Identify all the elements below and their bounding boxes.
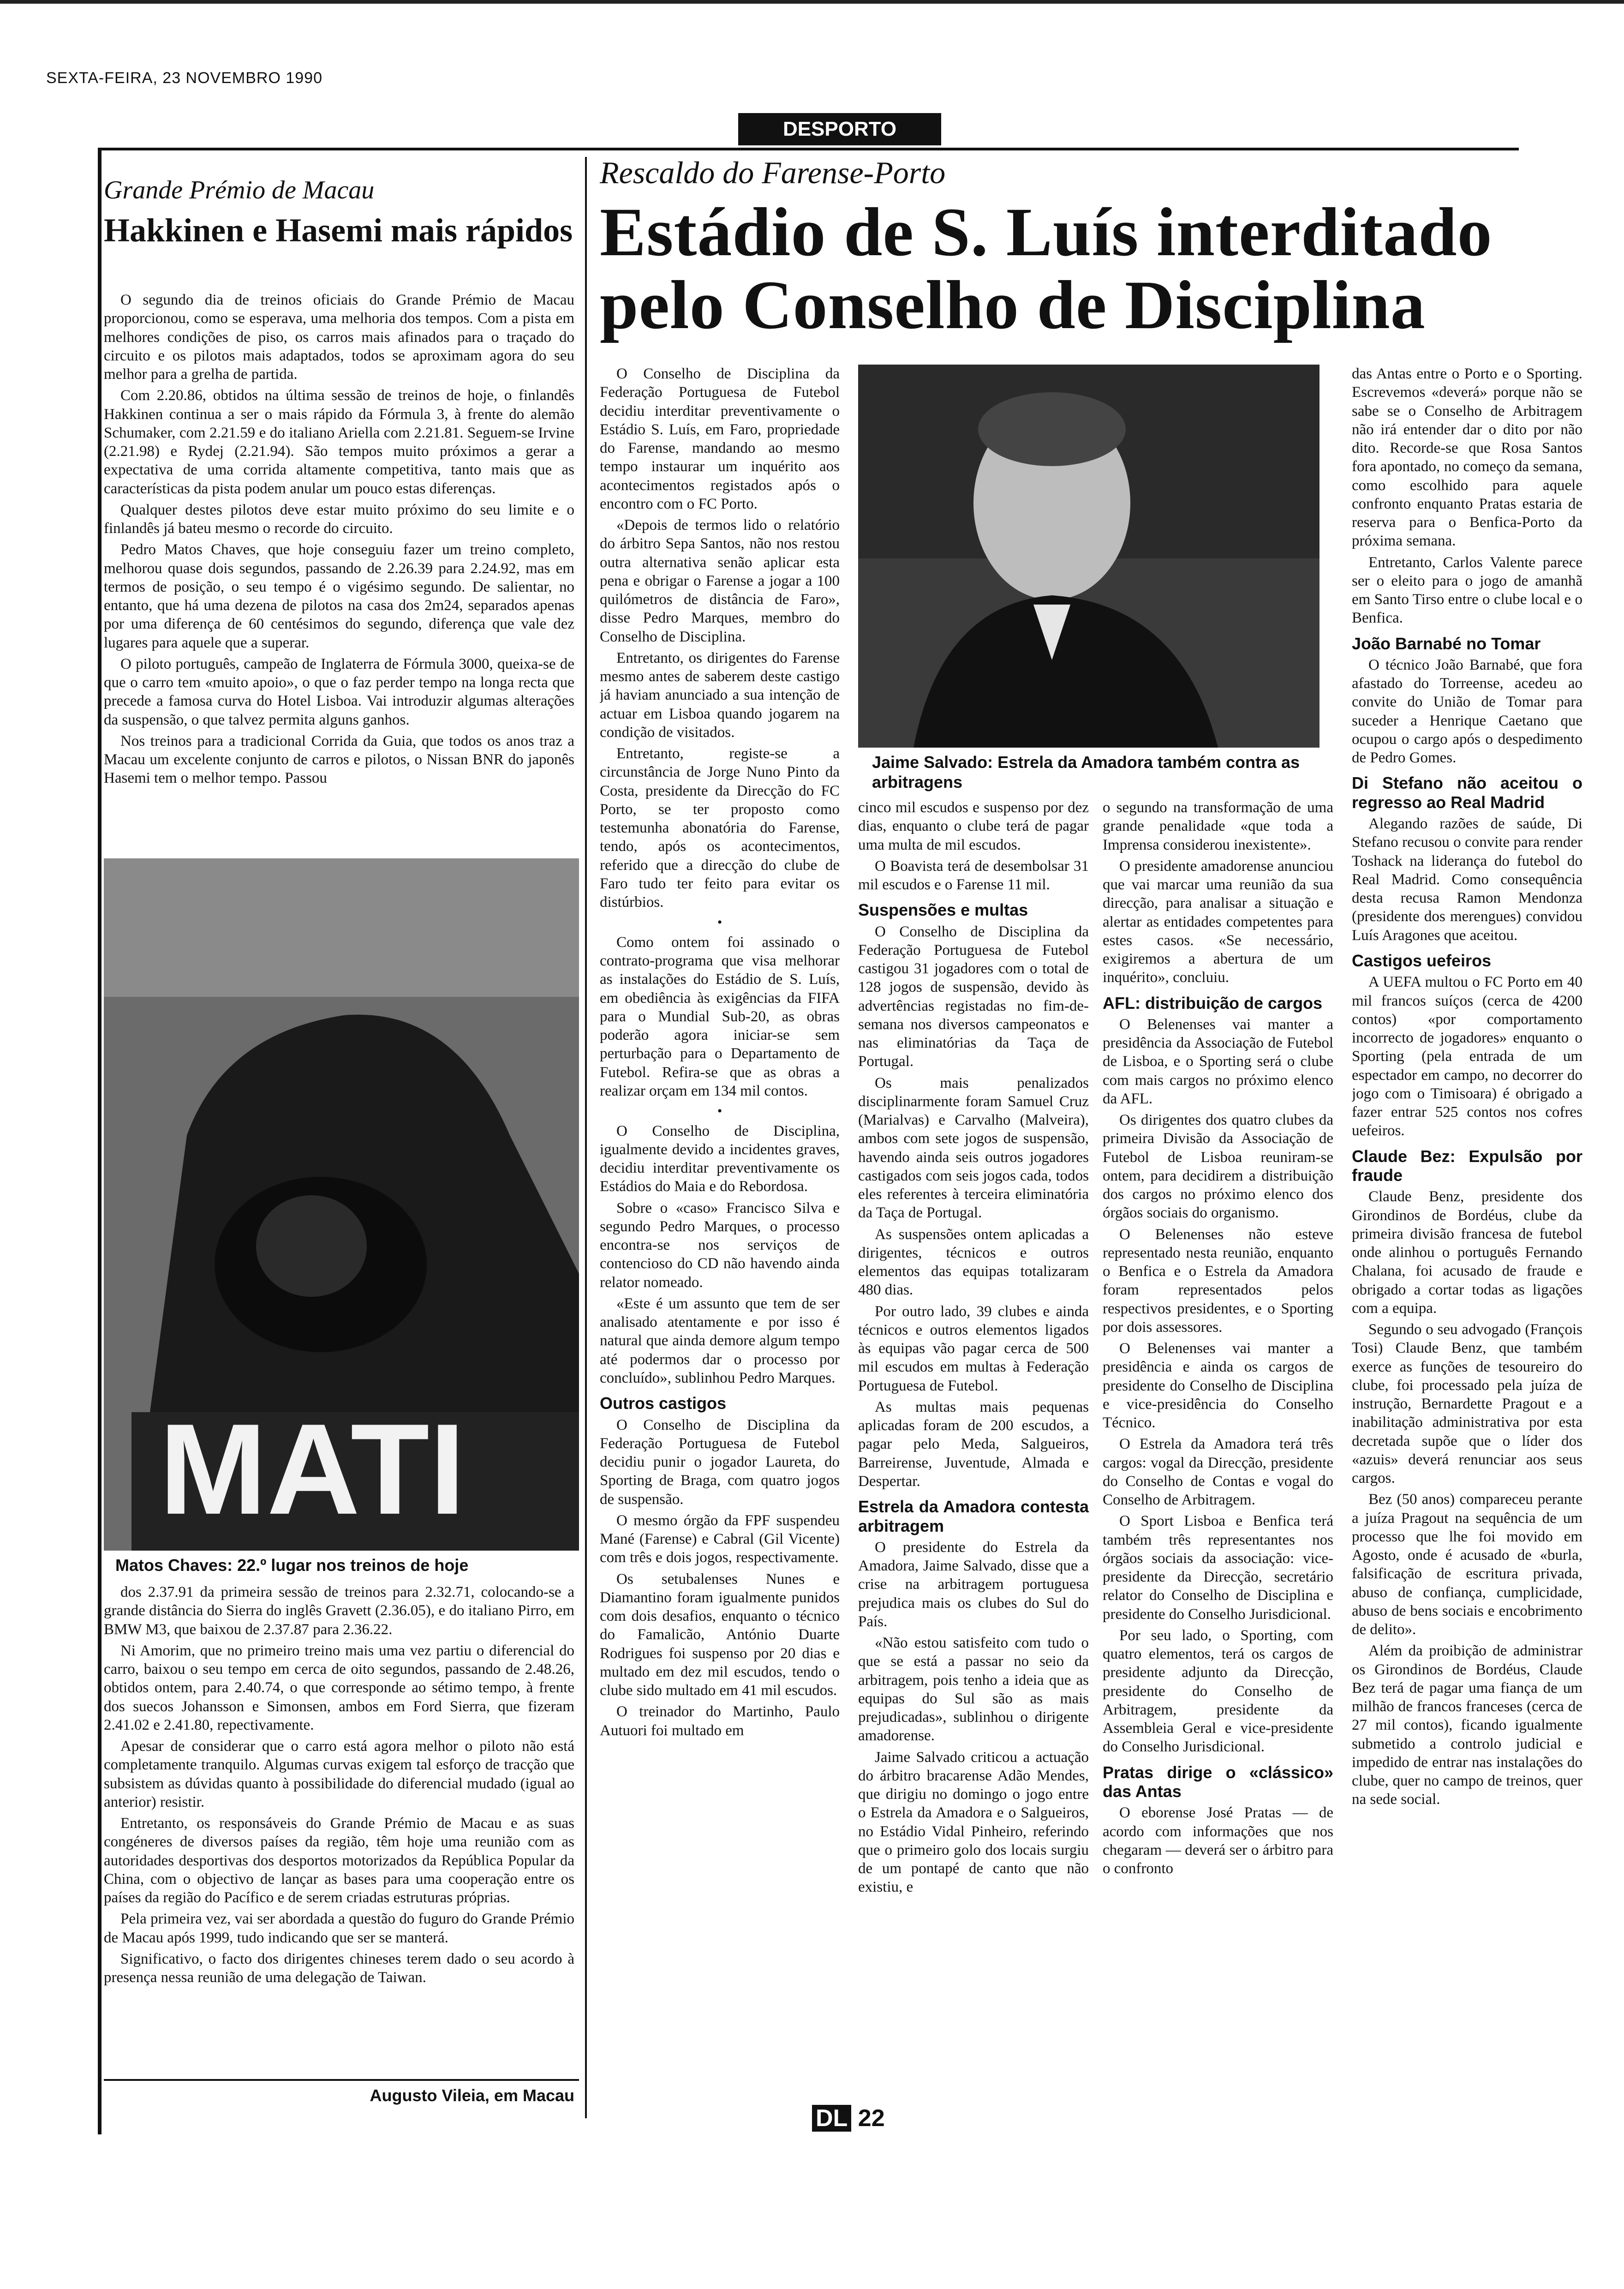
paragraph: Como ontem foi assinado o contrato-programa que visa melhorar as instalações do Estádio de S. Luís, em obediência às exigências da FIFA para o Mundial Sub-20, as obras poderão agora iniciar-se sem perturbação para o Departamento de Futebol. Refira-se que as obras a realizar orçam em 134 mil contos.	[600, 934, 840, 1099]
paragraph: O técnico João Barnabé, que fora afastado do Torreense, acedeu ao convite do União de Tomar para suceder a Henrique Caetano que ocupou o cargo após o despedimento de Pedro Gomes.	[1352, 656, 1582, 767]
paragraph: Os dirigentes dos quatro clubes da primeira Divisão da Associação de Futebol de Lisboa reuniram-se ontem, para decidirem a distribuição dos cargos no próximo elenco dos órgãos sociais do organismo.	[1103, 1112, 1333, 1222]
paragraph: Entretanto, registe-se a circunstância de Jorge Nuno Pinto da Costa, presidente da Direcção do FC Porto, se ter proposto como testemunha abonatória do Farense, tendo, após os acontecimentos, referido que a direcção do clube de Faro tudo ter feito para evitar os distúrbios.	[600, 745, 840, 911]
paragraph: O Belenenses vai manter a presidência da Associação de Futebol de Lisboa, e o Sporting será o clube com mais cargos no próximo elenco da AFL.	[1103, 1016, 1333, 1107]
paragraph: Entretanto, Carlos Valente parece ser o eleito para o jogo de amanhã em Santo Tirso entre o clube local e o Benfica.	[1352, 554, 1582, 627]
left-article-byline: Augusto Vileia, em Macau	[370, 2086, 574, 2105]
paragraph: O piloto português, campeão de Inglaterra de Fórmula 3000, queixa-se de que o carro tem «muito apoio», o que o faz perder tempo na longa recta que precede a famosa curva do Hotel Lisboa. Vai introduzir algumas alterações da suspensão, o que talvez permita alguns ganhos.	[104, 655, 574, 728]
main-article-column-2	[858, 798, 1089, 2091]
paragraph: Segundo o seu advogado (François Tosi) Claude Benz, que também exerce as funções de tesoureiro do clube, foi processado pela juíza de instrução, Bernardette Pragout e a inabilitação administrativa por esta decretada supõe que o líder dos «azuis» deverá renunciar aos seus cargos.	[1352, 1321, 1582, 1487]
paragraph: Alegando razões de saúde, Di Stefano recusou o convite para render Toshack na liderança do futebol do Real Madrid. Como consequência desta recusa Ramon Mendonza (presidente dos merengues) convidou Luís Aragones que aceitou.	[1352, 815, 1582, 944]
paragraph: «Depois de termos lido o relatório do árbitro Sepa Santos, não nos restou outra alternativa senão aplicar esta pena e obrigar o Farense a jogar a 100 quilómetros de distância de Faro», disse Pedro Marques, membro do Conselho de Disciplina.	[600, 517, 840, 645]
paragraph: O presidente amadorense anunciou que vai marcar uma reunião da sua direcção, para analisar a situação e alertar as entidades competentes para estes casos. «Se necessário, exigiremos a abertura de um inquérito», concluiu.	[1103, 857, 1333, 986]
paragraph: Apesar de considerar que o carro está agora melhor o piloto não está completamente tranquilo. Algumas curvas exigem tal esforço de tracção que subsistem as dúvidas quanto à possibilidade do diferencial mudado (igual ao anterior) resistir.	[104, 1738, 574, 1810]
paragraph: das Antas entre o Porto e o Sporting. Escrevemos «deverá» porque não se sabe se o Conselho de Arbitragem não irá entender dar o dito por não dito. Recorde-se que Rosa Santos fora apontado, no começo da semana, como escolhido para aquele confronto enquanto Pratas estaria de reserva para o Benfica-Porto da próxima semana.	[1352, 366, 1582, 550]
paragraph: O segundo dia de treinos oficiais do Grande Prémio de Macau proporcionou, como se esperava, uma melhoria dos tempos. Com a pista em melhores condições de piso, os carros mais afinados para o traçado do circuito e os pilotos mais adaptados, todos se aproximam agora do seu melhor para a grelha de partida.	[104, 292, 574, 383]
paragraph: Pela primeira vez, vai ser abordada a questão do fuguro do Grande Prémio de Macau após 1999, tudo indicando que ser se manterá.	[104, 1911, 574, 1946]
main-article-kicker: Rescaldo do Farense-Porto	[600, 155, 946, 190]
paragraph: cinco mil escudos e suspenso por dez dias, enquanto o clube terá de pagar uma multa de mil escudos.	[858, 799, 1089, 853]
paragraph: O Conselho de Disciplina da Federação Portuguesa de Futebol castigou 31 jogadores com o total de 128 jogos de suspensão, devido às advertências registadas no fim-de-semana nos diversos campeonatos e nas eliminatórias da Taça de Portugal.	[858, 923, 1089, 1070]
left-article-title: Hakkinen e Hasemi mais rápidos	[104, 212, 573, 249]
main-article-column-1	[600, 365, 840, 2091]
paragraph: O eborense José Pratas — de acordo com informações que nos chegaram — deverá ser o árbitro para o confronto	[1103, 1804, 1333, 1877]
paragraph: As multas mais pequenas aplicadas foram de 200 escudos, a pagar pelo Meda, Salgueiros, Barreirense, Juventude, Almada e Despertar.	[858, 1398, 1089, 1490]
paragraph: O Boavista terá de desembolsar 31 mil escudos e o Farense 11 mil.	[858, 857, 1089, 893]
paragraph: Os setubalenses Nunes e Diamantino foram igualmente punidos com dois desafios, enquanto o técnico do Famalicão, António Duarte Rodrigues foi suspenso por 20 dias e multado em dez mil escudos, tendo o clube sido multado em 41 mil escudos.	[600, 1570, 840, 1699]
paragraph: Significativo, o facto dos dirigentes chineses terem dado o seu acordo à presença nessa reunião de uma delegação de Taiwan.	[104, 1950, 574, 1986]
paragraph: Sobre o «caso» Francisco Silva e segundo Pedro Marques, o processo encontra-se nos serviços de contencioso do CD não havendo ainda relator nomeado.	[600, 1199, 840, 1291]
paragraph: O Conselho de Disciplina, igualmente devido a incidentes graves, decidiu interditar preventivamente os Estádios do Maia e do Rebordosa.	[600, 1122, 840, 1195]
paragraph: Os mais penalizados disciplinarmente foram Samuel Cruz (Marialvas) e Carvalho (Malveira), ambos com sete jogos de suspensão, havendo ainda seis outros jogadores castigados com seis jogos cada, todos eles referentes à terceira eliminatória da Taça de Portugal.	[858, 1074, 1089, 1222]
paragraph: O presidente do Estrela da Amadora, Jaime Salvado, disse que a crise na arbitragem portuguesa prejudica mais os clubes do Sul do País.	[858, 1539, 1089, 1630]
paragraph: Bez (50 anos) compareceu perante a juíza Pragout na sequência de um processo que lhe foi movido em Agosto, onde é acusado de «burla, falsificação de escritura privada, abuso de confiança, cumplicidade, abuso de bens sociais e encobrimento de delito».	[1352, 1491, 1582, 1638]
paragraph: Claude Benz, presidente dos Girondinos de Bordéus, clube da primeira divisão francesa de futebol onde alinhou o português Fernando Chalana, foi acusado de fraude e obrigado a cortar todas as ligações com a equipa.	[1352, 1188, 1582, 1317]
paragraph: «Não estou satisfeito com tudo o que se está a passar no seio da arbitragem, pois tenho a ideia que as equipas do Sul são as mais prejudicadas», sublinhou o dirigente amadorense.	[858, 1635, 1089, 1744]
subheading: Suspensões e multas	[858, 900, 1028, 920]
paragraph: Ni Amorim, que no primeiro treino mais uma vez partiu o diferencial do carro, baixou o seu tempo em cerca de oito segundos, passando de 2.48.26, obtidos ontem, para 2.40.74, o que corresponde ao sétimo tempo, à frente dos suecos Johansson e Simonsen, ambos em Ford Sierra, que fizeram 2.41.02 e 2.41.80, repectivamente.	[104, 1642, 574, 1733]
left-photo-caption: Matos Chaves: 22.º lugar nos treinos de hoje	[115, 1556, 469, 1575]
paragraph: O treinador do Martinho, Paulo Autuori foi multado em	[600, 1703, 840, 1739]
paragraph: Nos treinos para a tradicional Corrida da Guia, que todos os anos traz a Macau um excelente conjunto de carros e pilotos, o Nissan BNR do japonês Hasemi tem o melhor tempo. Passou	[104, 732, 574, 787]
paragraph: O Conselho de Disciplina da Federação Portuguesa de Futebol decidiu punir o jogador Laureta, do Sporting de Braga, com quatro jogos de suspensão.	[600, 1416, 840, 1508]
page-footer	[812, 2104, 885, 2132]
publication-logo: DL	[812, 2105, 851, 2132]
race-car-photo	[104, 858, 579, 1551]
subheading: Castigos uefeiros	[1352, 951, 1492, 970]
column-divider	[585, 157, 587, 2118]
section-tag: DESPORTO	[738, 113, 941, 145]
left-article-kicker: Grande Prémio de Macau	[104, 176, 375, 204]
paragraph: O mesmo órgão da FPF suspendeu Mané (Farense) e Cabral (Gil Vicente) com três e dois jogos, respectivamente.	[600, 1512, 840, 1566]
paragraph: Pedro Matos Chaves, que hoje conseguiu fazer um treino completo, melhorou quase dois segundos, passando de 2.26.39 para 2.24.92, mas em termos de posição, o seu tempo é o vigésimo segundo. De salientar, no entanto, que há uma dezena de pilotos na casa dos 2m24, separados apenas por uma diferença de 60 centésimos do segundo, diferença que vale dez lugares para aquele que a superar.	[104, 541, 574, 651]
paragraph: As suspensões ontem aplicadas a dirigentes, técnicos e outros elementos das equipas totalizaram 480 dias.	[858, 1226, 1089, 1299]
car-sponsor-lettering: MATI	[159, 1397, 466, 1541]
subheading: AFL: distribuição de cargos	[1103, 993, 1323, 1013]
paragraph: Entretanto, os responsáveis do Grande Prémio de Macau e as suas congéneres de diversos países da região, têm hoje uma reunião com as autoridades desportivas dos desportos motorizados da República Popular da China, com o objectivo de lançar as bases para uma cooperação entre os países da região do Pacífico e de serem criadas estruturas próprias.	[104, 1815, 574, 1906]
paragraph: Além da proibição de administrar os Girondinos de Bordéus, Claude Bez terá de pagar uma fiança de um milhão de francos franceses (cerca de 27 mil contos), ficando igualmente submetido a controlo judicial e impedido de entrar nas instalações do clube, quer no campo de treinos, quer na sede social.	[1352, 1642, 1582, 1808]
subheading: Estrela da Amadora contesta arbitragem	[858, 1497, 1089, 1535]
separator-bullet: •	[717, 915, 722, 930]
page-number: 22	[858, 2105, 885, 2132]
left-article-body-bottom	[104, 1583, 574, 2072]
jaime-salvado-photo	[858, 365, 1320, 748]
subheading: Claude Bez: Expulsão por fraude	[1352, 1146, 1582, 1185]
paragraph: dos 2.37.91 da primeira sessão de treinos para 2.32.71, colocando-se a grande distância do Sierra do inglês Gravett (2.36.05), e do italiano Pirro, em BMW M3, que baixou de 2.37.87 para 2.36.22.	[104, 1584, 574, 1638]
left-bottom-rule	[104, 2079, 579, 2081]
paragraph: Qualquer destes pilotos deve estar muito próximo do seu limite e o finlandês já bateu mesmo o recorde do circuito.	[104, 501, 574, 537]
paragraph: Por outro lado, 39 clubes e ainda técnicos e outros elementos ligados às equipas vão pagar cerca de 500 mil escudos em multas à Federação Portuguesa de Futebol.	[858, 1303, 1089, 1394]
main-article-column-4	[1352, 365, 1582, 2091]
paragraph: O Belenenses vai manter a presidência e ainda os cargos de presidente do Conselho de Disciplina e vice-presidência do Conselho Técnico.	[1103, 1340, 1333, 1432]
paragraph: Por seu lado, o Sporting, com quatro elementos, terá os cargos de presidente adjunto da Direcção, presidente do Conselho de Arbitragem, presidente da Assembleia Geral e vice-presidente do Conselho Jurisdicional.	[1103, 1627, 1333, 1756]
top-rule	[0, 0, 1624, 4]
paragraph: Entretanto, os dirigentes do Farense mesmo antes de saberem deste castigo já haviam anunciado a sua intenção de actuar em Lisboa quando jogarem na condição de visitados.	[600, 649, 840, 741]
paragraph: O Estrela da Amadora terá três cargos: vogal da Direcção, presidente do Conselho de Contas e vogal do Conselho de Arbitragem.	[1103, 1436, 1333, 1509]
paragraph: O Sport Lisboa e Benfica terá também três representantes nos órgãos sociais da associação: vice-presidente da Direcção, secretário relator do Conselho de Disciplina e presidente do Conselho Jurisdicional.	[1103, 1513, 1333, 1623]
paragraph: O Belenenses não esteve representado nesta reunião, enquanto o Benfica e o Estrela da Amadora foram representados pelos respectivos presidentes, e o Sporting por dois assessores.	[1103, 1226, 1333, 1336]
subheading: Outros castigos	[600, 1394, 727, 1413]
separator-bullet: •	[717, 1103, 722, 1119]
main-photo-caption: Jaime Salvado: Estrela da Amadora também contra as arbitragens	[872, 753, 1300, 792]
main-article-title: Estádio de S. Luís interditado pelo Conselho de Disciplina	[600, 194, 1493, 343]
paragraph: Jaime Salvado criticou a actuação do árbitro bracarense Adão Mendes, que dirigiu no domingo o jogo entre o Estrela da Amadora e o Salgueiros, no Estádio Vidal Pinheiro, referindo que o primeiro golo dos locais surgiu de um pontapé de canto que não existiu, e	[858, 1749, 1089, 1896]
frame-top-rule	[98, 148, 1519, 150]
frame-left-rule	[98, 150, 102, 2134]
page-date: SEXTA-FEIRA, 23 NOVEMBRO 1990	[46, 69, 322, 87]
paragraph: Com 2.20.86, obtidos na última sessão de treinos de hoje, o finlandês Hakkinen continua a ser o mais rápido da Fórmula 3, à frente do alemão Schumaker, com 2.21.59 e do italiano Ariella com 2.21.81. Seguem-se Irvine (2.21.98) e Rydej (2.21.94). São tempos muito próximos a gerar a expectativa de uma corrida altamente competitiva, tanto mais que as características da pista podem anular um pouco estas diferenças.	[104, 387, 574, 497]
paragraph: A UEFA multou o FC Porto em 40 mil francos suíços (cerca de 4200 contos) «por comportamento incorrecto de jogadores» enquanto o Sporting (pela entrada de um espectador em campo, no decorrer do jogo com o Timisoara) é obrigado a fazer entrar 525 contos nos cofres uefeiros.	[1352, 974, 1582, 1139]
paragraph: «Este é um assunto que tem de ser analisado atentamente e por isso é natural que ainda demore algum tempo até podermos dar o processo por concluído», sublinhou Pedro Marques.	[600, 1295, 840, 1386]
left-article-body-top	[104, 291, 574, 854]
main-article-column-3	[1103, 798, 1333, 2091]
subheading: João Barnabé no Tomar	[1352, 634, 1541, 653]
paragraph: O Conselho de Disciplina da Federação Portuguesa de Futebol decidiu interditar preventivamente o Estádio S. Luís, em Faro, propriedade do Farense, mandando ao mesmo tempo instaurar um inquérito aos acontecimentos registados após o encontro com o FC Porto.	[600, 366, 840, 512]
paragraph: o segundo na transformação de uma grande penalidade «que toda a Imprensa considerou inexistente».	[1103, 799, 1333, 853]
subheading: Di Stefano não aceitou o regresso ao Real Madrid	[1352, 773, 1582, 812]
subheading: Pratas dirige o «clássico» das Antas	[1103, 1762, 1333, 1801]
